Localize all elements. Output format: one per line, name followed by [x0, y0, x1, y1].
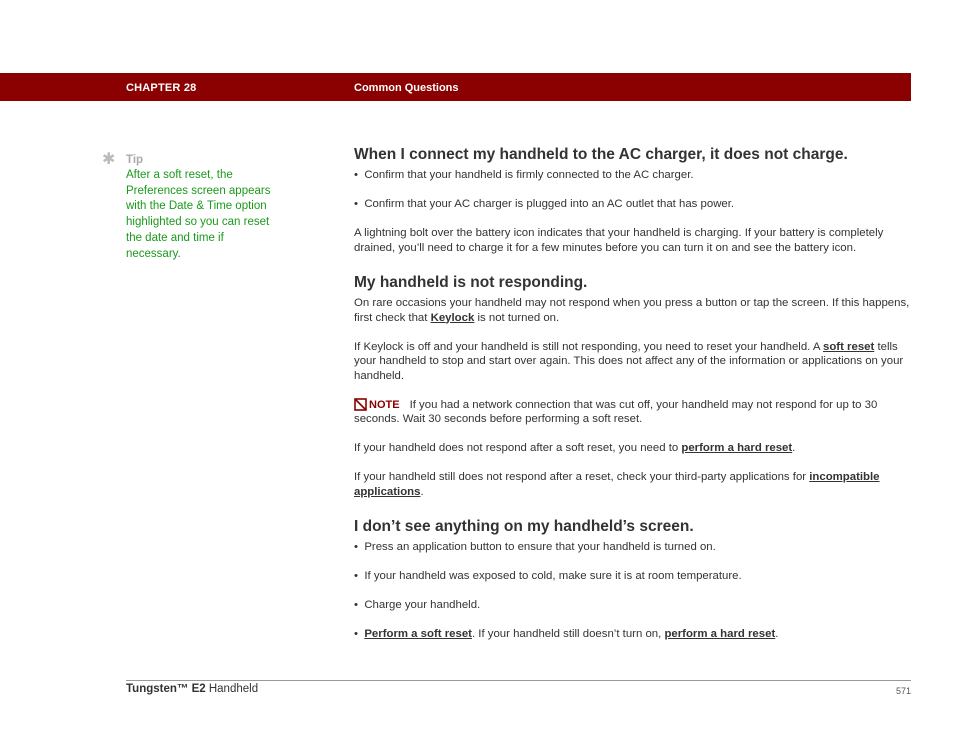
tip-label: Tip	[126, 154, 144, 166]
paragraph: On rare occasions your handheld may not respond when you press a button or tap the screen. If this happens, first check that Keylock is not turned on.	[354, 297, 910, 324]
page-number: 571	[895, 686, 911, 696]
hard-reset-link[interactable]: perform a hard reset	[681, 442, 793, 454]
chapter-title: Common Questions	[354, 82, 459, 94]
main-content	[354, 145, 911, 642]
perform-soft-reset-link[interactable]: Perform a soft reset	[364, 628, 472, 640]
note-icon	[354, 398, 367, 411]
paragraph: If Keylock is off and your handheld is still not responding, you need to reset your handheld. A soft reset tells your handheld to stop and start over again. This does not affect any of the information or applications on your handheld.	[354, 340, 904, 382]
list-item: • Perform a soft reset. If your handheld still doesn’t turn on, perform a hard reset.	[354, 627, 911, 642]
tip-text: After a soft reset, the Preferences screen appears with the Date & Time option highlighted so you can reset the date and time if necessary.	[126, 169, 271, 260]
chapter-number: CHAPTER 28	[126, 82, 197, 94]
list-item: • Confirm that your handheld is firmly connected to the AC charger.	[354, 168, 911, 183]
footer-divider	[126, 680, 911, 681]
list-item: • If your handheld was exposed to cold, make sure it is at room temperature.	[354, 569, 911, 584]
paragraph: If your handheld does not respond after a soft reset, you need to perform a hard reset.	[354, 442, 796, 454]
soft-reset-link[interactable]: soft reset	[823, 340, 875, 353]
note-badge: NOTE	[354, 398, 400, 413]
question-heading-blank-screen: I don’t see anything on my handheld’s screen.	[354, 518, 694, 535]
perform-hard-reset-link[interactable]: perform a hard reset	[664, 628, 776, 640]
list-item: • Press an application button to ensure that your handheld is turned on.	[354, 540, 911, 555]
asterisk-icon: ✱	[102, 151, 116, 168]
incompatible-applications-link[interactable]: incompatible applications	[354, 471, 880, 498]
paragraph: If your handheld still does not respond after a reset, check your third-party applications for incompatible applications.	[354, 471, 880, 498]
list-item: • Confirm that your AC charger is plugged into an AC outlet that has power.	[354, 197, 911, 212]
note-paragraph: NOTE If you had a network connection that was cut off, your handheld may not respond for up to 30 seconds. Wait 30 seconds before performing a soft reset.	[354, 398, 878, 425]
paragraph: A lightning bolt over the battery icon indicates that your handheld is charging. If your battery is completely drained, you’ll need to charge it for a few minutes before you can turn it on and see the battery icon.	[354, 227, 884, 254]
question-heading-not-responding: My handheld is not responding.	[354, 274, 588, 291]
list-item: • Charge your handheld.	[354, 598, 911, 613]
question-heading-charger: When I connect my handheld to the AC charger, it does not charge.	[354, 146, 848, 163]
footer-product-name: Tungsten™ E2 Handheld	[126, 683, 259, 695]
keylock-link[interactable]: Keylock	[430, 311, 475, 324]
